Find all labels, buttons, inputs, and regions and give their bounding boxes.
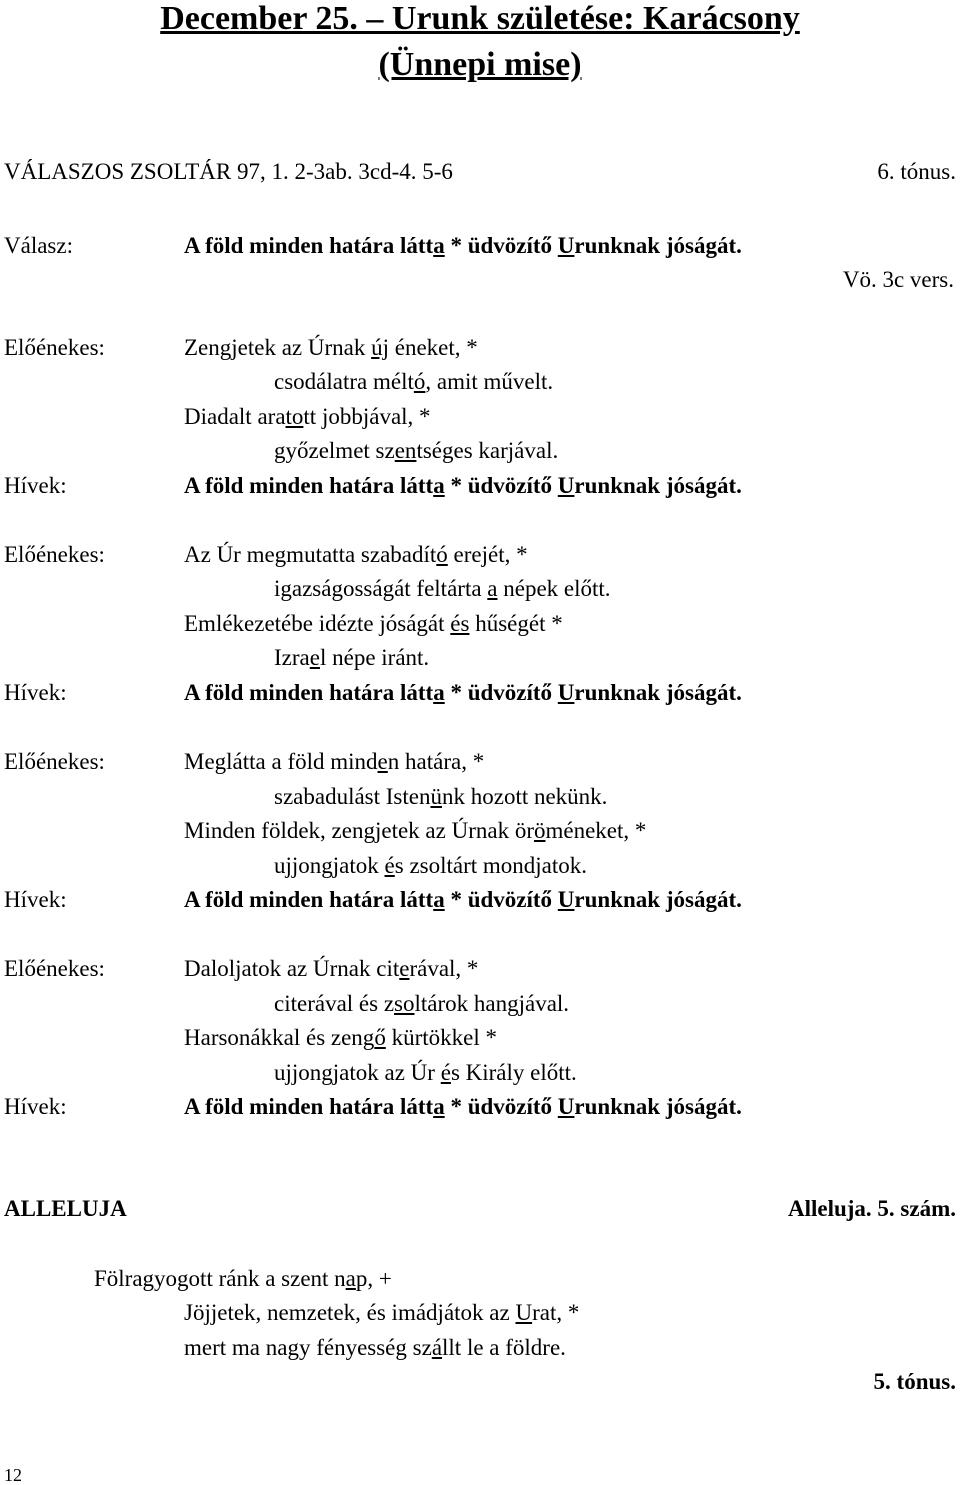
- alleluia-ref: Alleluja. 5. szám.: [787, 1196, 956, 1221]
- stanza-line: Minden földek, zengjetek az Úrnak öröméneket, *: [184, 818, 647, 843]
- page-subtitle: (Ünnepi mise): [378, 46, 582, 83]
- stanza-line: ujjongjatok és zsoltárt mondjatok.: [274, 853, 588, 878]
- psalm-heading: VÁLASZOS ZSOLTÁR 97, 1. 2-3ab. 3cd-4. 5-6: [4, 159, 453, 184]
- people-refrain: A föld minden határa látta * üdvözítő Urunknak jóságát.: [184, 473, 742, 498]
- alleluia-tone: 5. tónus.: [873, 1369, 956, 1394]
- psalm-tone: 6. tónus.: [877, 159, 956, 184]
- cantor-label: Előénekes:: [4, 542, 105, 567]
- cantor-label: Előénekes:: [4, 749, 105, 774]
- people-label: Hívek:: [4, 887, 67, 912]
- people-label: Hívek:: [4, 473, 67, 498]
- people-label: Hívek:: [4, 680, 67, 705]
- stanza-line: Zengjetek az Úrnak új éneket, *: [184, 335, 478, 360]
- stanza-line: citerával és zsoltárok hangjával.: [274, 991, 570, 1016]
- stanza-line: igazságosságát feltárta a népek előtt.: [274, 576, 611, 601]
- stanza-line: Izrael népe iránt.: [274, 645, 430, 670]
- cantor-label: Előénekes:: [4, 335, 105, 360]
- response-note: Vö. 3c vers.: [842, 267, 954, 292]
- stanza-line: Meglátta a föld minden határa, *: [184, 749, 485, 774]
- stanza-line: Daloljatok az Úrnak citerával, *: [184, 956, 479, 981]
- cantor-label: Előénekes:: [4, 956, 105, 981]
- stanza-line: csodálatra méltó, amit művelt.: [274, 369, 554, 394]
- stanza-line: szabadulást Istenünk hozott nekünk.: [274, 784, 608, 809]
- people-label: Hívek:: [4, 1094, 67, 1119]
- page-title: December 25. – Urunk születése: Karácsony: [160, 0, 800, 37]
- people-refrain: A föld minden határa látta * üdvözítő Urunknak jóságát.: [184, 887, 742, 912]
- response-refrain: A föld minden határa látta * üdvözítő Urunknak jóságát.: [184, 233, 742, 258]
- response-label: Válasz:: [4, 233, 73, 258]
- stanza-line: Diadalt aratott jobbjával, *: [184, 404, 431, 429]
- stanza-line: ujjongjatok az Úr és Király előtt.: [274, 1060, 577, 1085]
- page-number: 12: [4, 1465, 22, 1485]
- alleluia-line: Fölragyogott ránk a szent nap, +: [94, 1266, 392, 1291]
- people-refrain: A föld minden határa látta * üdvözítő Urunknak jóságát.: [184, 1094, 742, 1119]
- alleluia-heading: ALLELUJA: [4, 1196, 127, 1221]
- stanza-line: Emlékezetébe idézte jóságát és hűségét *: [184, 611, 563, 636]
- stanza-line: Az Úr megmutatta szabadító erejét, *: [184, 542, 528, 567]
- stanza-line: Harsonákkal és zengő kürtökkel *: [184, 1025, 497, 1050]
- people-refrain: A föld minden határa látta * üdvözítő Urunknak jóságát.: [184, 680, 742, 705]
- alleluia-line: mert ma nagy fényesség szállt le a földre.: [184, 1335, 566, 1360]
- stanza-line: győzelmet szentséges karjával.: [274, 438, 559, 463]
- alleluia-line: Jöjjetek, nemzetek, és imádjátok az Urat, *: [184, 1300, 580, 1325]
